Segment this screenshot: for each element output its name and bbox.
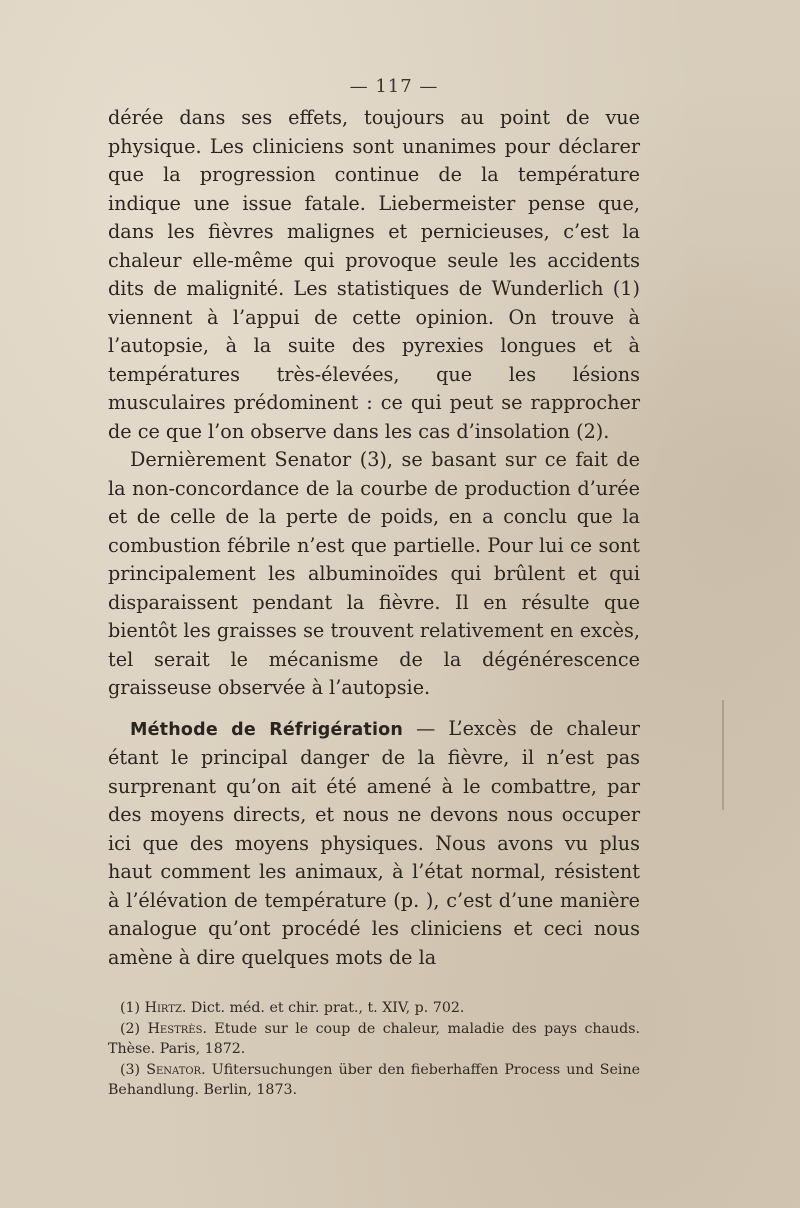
- footnote-mark: (1): [120, 1000, 145, 1016]
- paper-crease: [722, 700, 724, 810]
- footnote-2: [108, 1019, 640, 1060]
- paragraph-2: Dernièrement Senator (3), se basant sur ce fait de la non-concordance de la courbe de production d’urée et de celle de la perte de poids, en a conclu que la combustion fébrile n’est que partielle. Pour lui ce sont principalement les albuminoïdes qui brûlent et qui disparaissent pendant la fièvre. Il en résulte que bientôt les graisses se trouvent relativement en excès, tel serait le mécanisme de la dégénérescence graisseuse observée à l’autopsie.: [108, 448, 640, 699]
- footnote-1: [108, 998, 640, 1019]
- section-text: — L’excès de chaleur étant le principal danger de la fièvre, il n’est pas surprenant qu’on ait été amené à le combattre, par des moyens directs, et nous ne devons nous occuper ici que des moyens physiques. Nous avons vu plus haut comment les animaux, à l’état normal, résistent à l’élévation de température (p. ), c’est d’une manière analogue qu’ont procédé les cliniciens et ceci nous amène à dire quelques mots de la: [108, 716, 640, 969]
- footnote-text: . Dict. méd. et chir. prat., t. XIV, p. 702.: [181, 1000, 465, 1016]
- body-text: [108, 104, 640, 972]
- paragraph-1: dérée dans ses effets, toujours au point de vue physique. Les cliniciens sont unanimes pour déclarer que la progression continue de la température indique une issue fatale. Liebermeister pense que, dans les fièvres malignes et pernicieuses, c’est la chaleur elle-même qui provoque seule les accidents dits de malignité. Les statistiques de Wunderlich (1) viennent à l’appui de cette opinion. On trouve à l’autopsie, à la suite des pyrexies longues et à températures très-élevées, que les lésions musculaires prédominent : ce qui peut se rapprocher de ce que l’on observe dans les cas d’insolation (2).: [108, 106, 640, 443]
- book-page: [108, 70, 640, 1101]
- paragraph-gap: [108, 703, 640, 715]
- footnote-text: . Ufitersuchungen über den fieberhaffen Process und Seine Behandlung. Berlin, 1873.: [108, 1061, 640, 1098]
- footnote-3: [108, 1060, 640, 1101]
- footnote-author: Hirtz: [144, 1000, 182, 1016]
- footnote-mark: (2): [120, 1020, 148, 1037]
- section-title: Méthode de Réfrigération: [130, 719, 404, 740]
- section-paragraph: [108, 715, 640, 973]
- footnote-author: Hestrès: [147, 1020, 203, 1037]
- page-number: — 117 —: [349, 76, 439, 97]
- footnotes: [108, 998, 640, 1101]
- footnote-author: Senator: [146, 1061, 202, 1078]
- footnote-text: . Etude sur le coup de chaleur, maladie des pays chauds. Thèse. Paris, 1872.: [108, 1020, 640, 1057]
- footnote-mark: (3): [120, 1061, 147, 1078]
